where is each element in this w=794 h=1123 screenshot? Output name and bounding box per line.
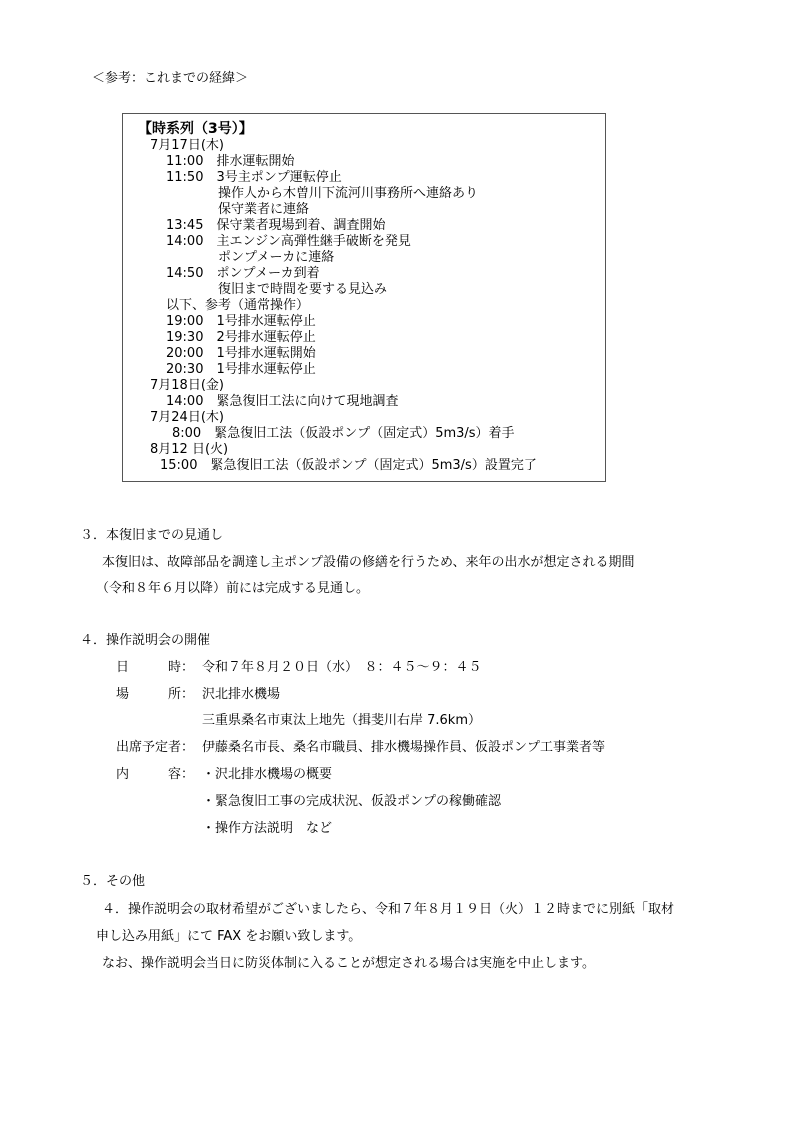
timeline-line: 8月12 日(火)	[150, 442, 229, 457]
timeline-line: 20:00 1号排水運転開始	[166, 346, 316, 361]
timeline-line: 7月24日(木)	[150, 410, 224, 425]
section5-line: 申し込み用紙」にて FAX をお願い致します。	[96, 929, 362, 944]
timeline-line: 14:00 緊急復旧工法に向けて現地調査	[166, 394, 399, 409]
timeline-line: 13:45 保守業者現場到着、調査開始	[166, 218, 386, 233]
content-item: ・沢北排水機場の概要	[202, 767, 333, 782]
section3-line: 本復旧は、故障部品を調達し主ポンプ設備の修繕を行うため、来年の出水が想定される期間	[102, 555, 635, 570]
section5-line: なお、操作説明会当日に防災体制に入ることが想定される場合は実施を中止します。	[102, 956, 595, 971]
content-item: ・操作方法説明 など	[202, 821, 333, 836]
section3-line: （令和８年６月以降）前には完成する見通し。	[96, 581, 370, 596]
timeline-line: 19:00 1号排水運転停止	[166, 314, 316, 329]
timeline-line: ポンプメーカに連絡	[218, 250, 335, 265]
timeline-title: 【時系列（3号）】	[138, 121, 253, 137]
section5-line: ４．操作説明会の取材希望がございましたら、令和７年８月１９日（火）１２時までに別紙「取材	[102, 902, 675, 917]
timeline-line: 14:00 主エンジン高弾性継手破断を発見	[166, 234, 411, 249]
timeline-line: 以下、参考（通常操作）	[166, 298, 310, 313]
timeline-line: 11:50 3号主ポンプ運転停止	[166, 170, 342, 185]
attendees-value: 伊藤桑名市長、桑名市職員、排水機場操作員、仮設ポンプ工事業者等	[202, 740, 606, 755]
timeline-line: 14:50 ポンプメーカ到着	[166, 266, 320, 281]
content-item: ・緊急復旧工事の完成状況、仮設ポンプの稼働確認	[202, 794, 502, 809]
timeline-line: 7月18日(金)	[150, 378, 224, 393]
section3-heading: ３．本復旧までの見通し	[80, 528, 224, 543]
section5-heading: ５．その他	[80, 874, 146, 889]
attendees-label: 出席予定者：	[116, 740, 195, 755]
content-label: 内 容：	[116, 767, 195, 782]
section4-heading: ４．操作説明会の開催	[80, 633, 211, 648]
place-value: 沢北排水機場	[202, 687, 281, 702]
reference-heading: ＜参考：これまでの経緯＞	[92, 71, 249, 86]
timeline-line: 操作人から木曽川下流河川事務所へ連絡あり	[218, 186, 479, 201]
timeline-line: 8:00 緊急復旧工法（仮設ポンプ（固定式）5m3/s）着手	[172, 426, 515, 441]
timeline-line: 15:00 緊急復旧工法（仮設ポンプ（固定式）5m3/s）設置完了	[160, 458, 537, 473]
timeline-line: 11:00 排水運転開始	[166, 154, 295, 169]
timeline-line: 20:30 1号排水運転停止	[166, 362, 316, 377]
timeline-line: 7月17日(木)	[150, 138, 224, 153]
timeline-line: 保守業者に連絡	[218, 202, 310, 217]
date-value: 令和７年８月２０日（水） ８：４５～９：４５	[202, 660, 482, 675]
place-address: 三重県桑名市東汰上地先（揖斐川右岸 7.6km）	[202, 713, 481, 728]
date-label: 日 時：	[116, 660, 195, 675]
timeline-line: 19:30 2号排水運転停止	[166, 330, 316, 345]
place-label: 場 所：	[116, 687, 195, 702]
timeline-line: 復旧まで時間を要する見込み	[218, 282, 388, 297]
